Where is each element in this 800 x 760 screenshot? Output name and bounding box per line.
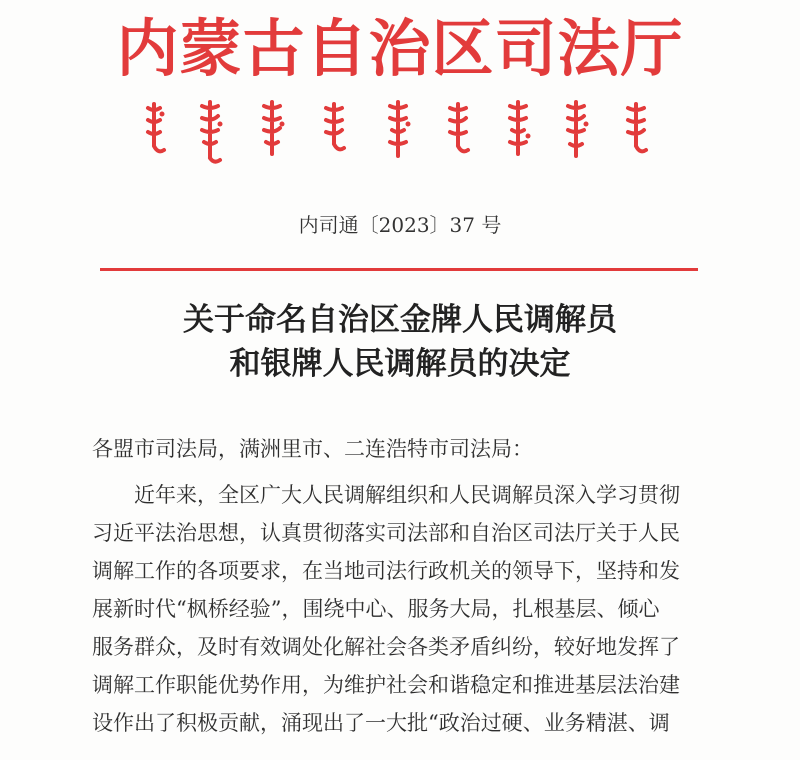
salutation: 各盟市司法局，满洲里市、二连浩特市司法局： [92, 437, 533, 461]
document-title-line-1: 关于命名自治区金牌人民调解员 [183, 302, 617, 338]
mongolian-script-graphic [140, 96, 660, 166]
mongolian-script-agency-name [140, 96, 660, 166]
red-header-divider [100, 268, 698, 271]
body-line-7: 设作出了积极贡献，涌现出了一大批“政治过硬、业务精湛、调 [92, 711, 670, 735]
body-line-3: 调解工作的各项要求，在当地司法行政机关的领导下，坚持和发 [92, 559, 680, 583]
body-line-6: 调解工作职能优势作用，为维护社会和谐稳定和推进基层法治建 [92, 673, 680, 697]
document-title-line-2: 和银牌人民调解员的决定 [229, 346, 571, 382]
body-line-2: 习近平法治思想，认真贯彻落实司法部和自治区司法厅关于人民 [92, 521, 680, 545]
body-line-4: 展新时代“枫桥经验”，围绕中心、服务大局，扎根基层、倾心 [92, 597, 660, 621]
agency-name-heading: 内蒙古自治区司法厅 [116, 12, 684, 85]
document-number: 内司通〔2023〕37 号 [298, 213, 502, 237]
body-line-5: 服务群众，及时有效调处化解社会各类矛盾纠纷，较好地发挥了 [92, 635, 680, 659]
body-line-1: 近年来，全区广大人民调解组织和人民调解员深入学习贯彻 [134, 483, 680, 507]
